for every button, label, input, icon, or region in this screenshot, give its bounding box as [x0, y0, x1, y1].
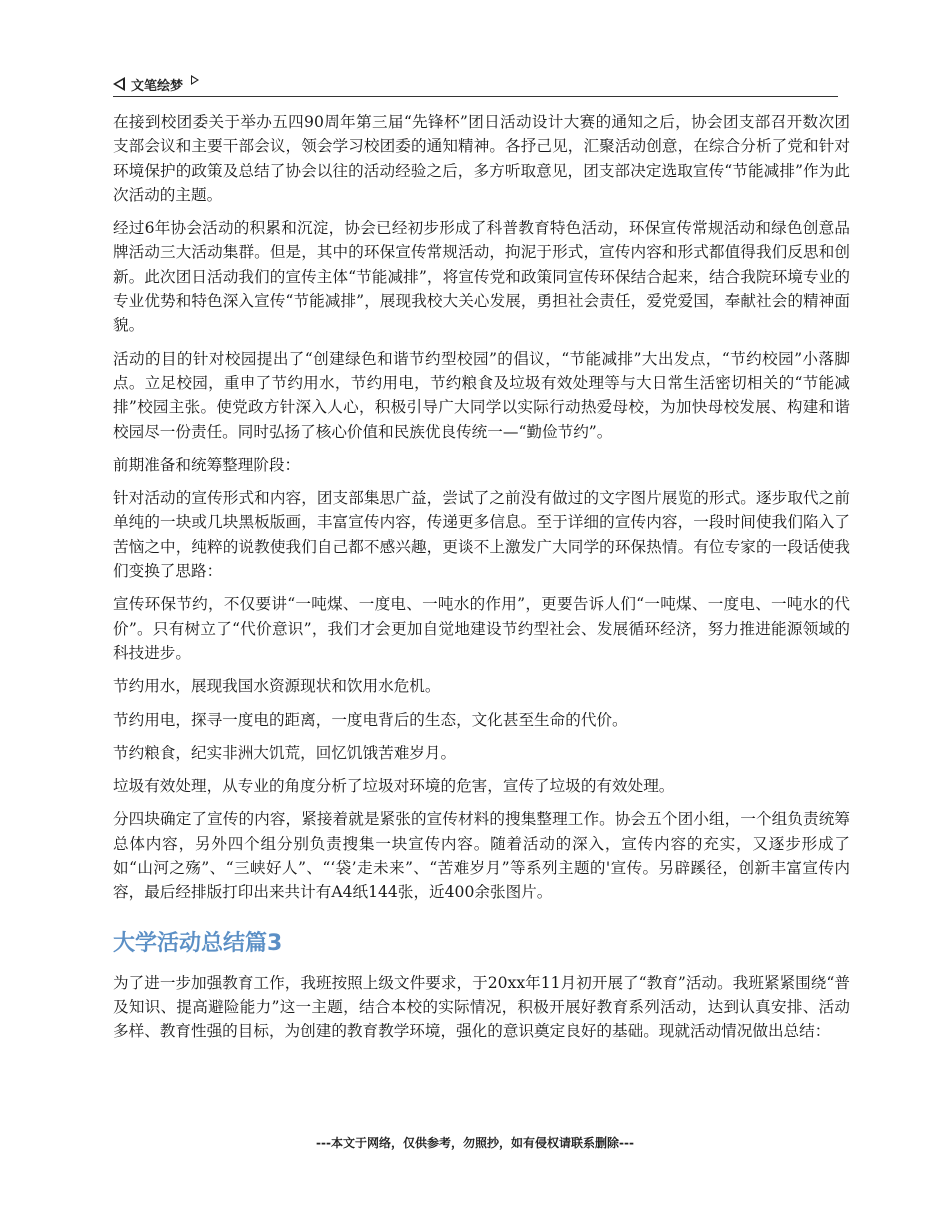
paragraph: 节约用电，探寻一度电的距离，一度电背后的生态，文化甚至生命的代价。 — [113, 710, 628, 729]
paragraph: 活动的目的针对校园提出了“创建绿色和谐节约型校园”的倡议，“节能减排”大出发点，“节约校园”小落脚点。立足校园，重申了节约用水，节约用电，节约粮食及垃圾有效处理等与大日常生活密切相关的“节能减排”校园主张。使党政方针深入人心，积极引导广大同学以实际行动热爱母校，为加快母校发展、构建和谐校园尽一份责任。同时弘扬了核心价值和民族优良传统一—“勤俭节约”。 — [113, 349, 850, 441]
page-footer: ---本文于网络，仅供参考，勿照抄，如有侵权请联系删除--- — [316, 1136, 634, 1150]
paragraph: 节约用水，展现我国水资源现状和饮用水危机。 — [113, 677, 441, 696]
triangle-right-icon — [191, 75, 199, 85]
paragraph: 垃圾有效处理，从专业的角度分析了垃圾对环境的危害，宣传了垃圾的有效处理。 — [113, 777, 675, 796]
paragraph: 针对活动的宣传形式和内容，团支部集思广益，尝试了之前没有做过的文字图片展览的形式。逐步取代之前单纯的一块或几块黑板版画，丰富宣传内容，传递更多信息。至于详细的宣传内容，一段时间使我们陷入了苦恼之中，纯粹的说教使我们自己都不感兴趣，更谈不上激发广大同学的环保热情。有位专家的一段话使我们变换了思路： — [113, 489, 850, 581]
paragraph: 经过6年协会活动的积累和沉淀，协会已经初步形成了科普教育特色活动，环保宣传常规活动和绿色创意品牌活动三大活动集群。但是，其中的环保宣传常规活动，拘泥于形式，宣传内容和形式都值得我们反思和创新。此次团日活动我们的宣传主体“节能减排”，将宣传党和政策同宣传环保结合起来，结合我院环境专业的专业优势和特色深入宣传“节能减排”，展现我校大关心发展，勇担社会责任，爱党爱国，奉献社会的精神面貌。 — [113, 219, 850, 335]
triangle-left-icon — [113, 77, 125, 91]
paragraph: 宣传环保节约，不仅要讲“一吨煤、一度电、一吨水的作用”，更要告诉人们“一吨煤、一度电、一吨水的代价”。只有树立了“代价意识”，我们才会更加自觉地建设节约型社会、发展循环经济，努力推进能源领域的科技进步。 — [113, 595, 850, 662]
paragraph: 前期准备和统筹整理阶段： — [113, 455, 301, 474]
paragraph: 分四块确定了宣传的内容，紧接着就是紧张的宣传材料的搜集整理工作。协会五个团小组，一个组负责统筹总体内容，另外四个组分别负责搜集一块宣传内容。随着活动的深入，宣传内容的充实，又逐步形成了如“山河之殇”、“三峡好人”、“‘袋’走未来”、“苦难岁月”等系列主题的'宣传。另辟蹊径，创新丰富宣传内容，最后经排版打印出来共计有A4纸144张，近400余张图片。 — [113, 810, 850, 902]
paragraph: 节约粮食，纪实非洲大饥荒，回忆饥饿苦难岁月。 — [113, 743, 457, 762]
page-header — [113, 72, 838, 97]
header-title: 文笔绘梦 — [131, 78, 184, 94]
section-heading: 大学活动总结篇3 — [113, 930, 283, 956]
paragraph: 为了进一步加强教育工作，我班按照上级文件要求，于20xx年11月初开展了“教育”活动。我班紧紧围绕“普及知识、提高避险能力”这一主题，结合本校的实际情况，积极开展好教育系列活动，达到认真安排、活动多样、教育性强的目标，为创建的教育教学环境，强化的意识奠定良好的基础。现就活动情况做出总结： — [113, 973, 850, 1041]
paragraph: 在接到校团委关于举办五四90周年第三届“先锋杯”团日活动设计大赛的通知之后，协会团支部召开数次团支部会议和主要干部会议，领会学习校团委的通知精神。各抒己见，汇聚活动创意，在综合分析了党和针对环境保护的政策及总结了协会以往的活动经验之后，多方听取意见，团支部决定选取宣传“节能减排”作为此次活动的主题。 — [113, 113, 850, 204]
document-body — [113, 110, 850, 1053]
